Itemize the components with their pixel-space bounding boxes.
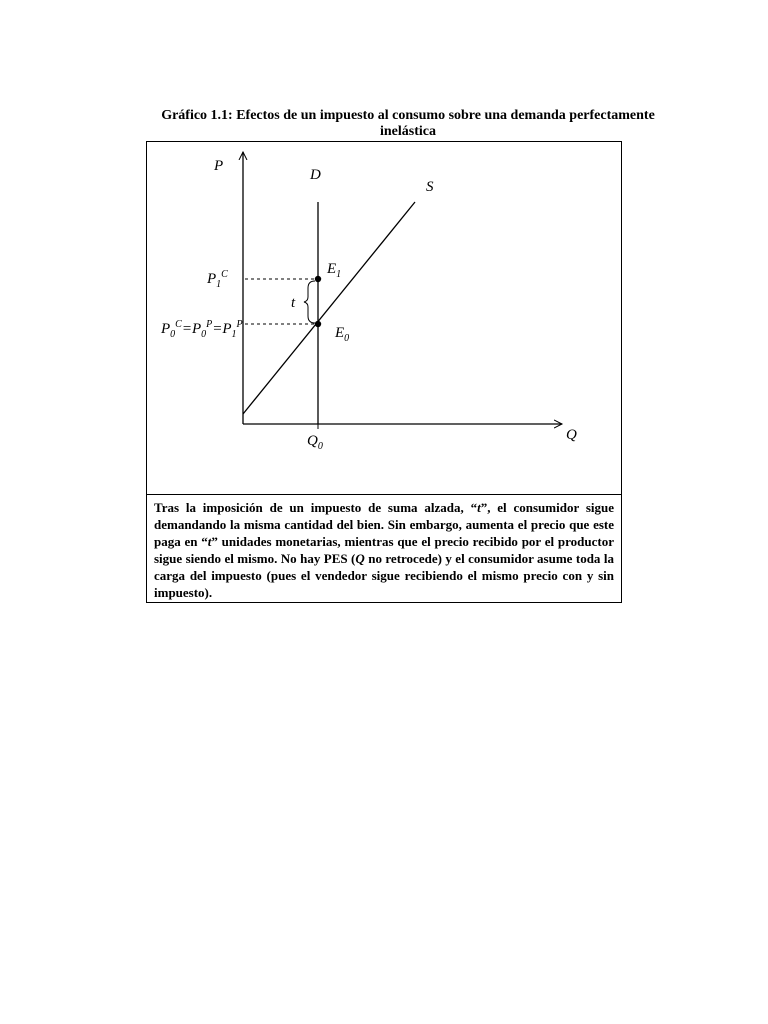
caption-divider [147,494,621,495]
supply-label: S [426,179,434,195]
e0-point [315,321,321,327]
y-axis-label: P [214,158,224,174]
p0-equal-label: $P_0^C=P_0^P=P_1^P$ [161,319,243,340]
e1-label: $E_1$ [327,261,342,280]
demand-label: D [310,167,321,183]
tax-brace [304,281,315,323]
p1c-label: $P_1^C$ [207,269,228,290]
e0-label: $E_0$ [335,325,350,344]
supply-curve [243,202,415,414]
e1-point [315,276,321,282]
x-axis-label: Q [566,427,577,443]
tax-label: t [291,295,296,311]
figure-frame [146,141,622,603]
caption-text: Tras la imposición de un impuesto de suma alzada, “t”, el consumidor sigue demandando la misma cantidad del bien. Sin embargo, aumenta el precio que este paga en “t” unidades monetarias, mientras que el precio recibido por el productor sigue siendo el mismo. No hay PES (Q no retrocede) y el consumidor asume toda la carga del impuesto (pues el vendedor sigue recibiendo el mismo precio con y sin impuesto). [154,500,614,600]
q0-label: $Q_0$ [307,433,323,452]
figure-title: Gráfico 1.1: Efectos de un impuesto al consumo sobre una demanda perfectamente inelástica [161,108,655,139]
